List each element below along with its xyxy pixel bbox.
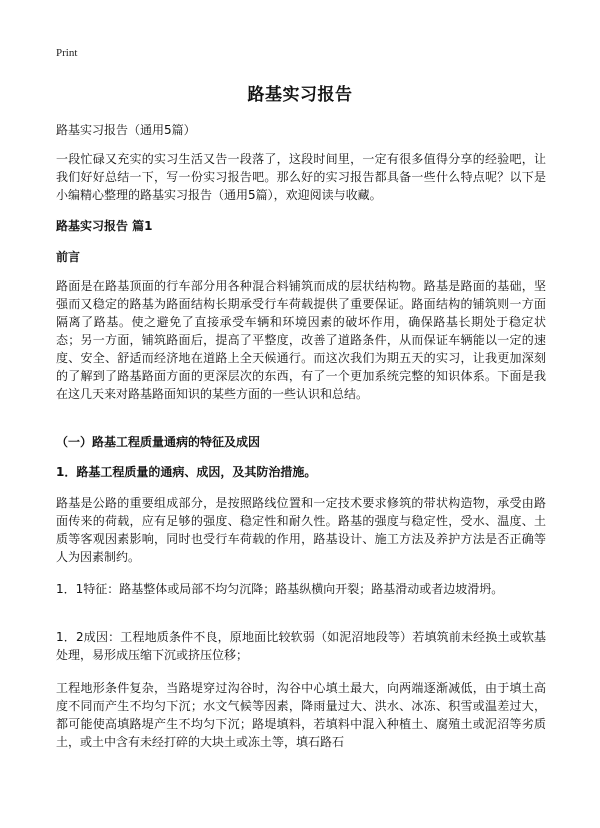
body-paragraph-1: 路基是公路的重要组成部分，是按照路线位置和一定技术要求修筑的带状构造物，承受由路面传来的荷载，应有足够的强度、稳定性和耐久性。路基的强度与稳定性，受水、温度、土质等客观因素影响，同时也受行车荷载的作用，路基设计、施工方法及养护方法是否正确等人为因素制约。 (56, 496, 546, 564)
part-heading: （一）路基工程质量通病的特征及成因 (56, 435, 261, 449)
section-title: 路基实习报告 篇1 (56, 219, 153, 233)
preface-heading: 前言 (56, 250, 81, 264)
body-paragraph-2: 1．1特征：路基整体或局部不均匀沉降；路基纵横向开裂；路基滑动或者边坡滑坍。 (56, 582, 504, 596)
sub-heading: 1．路基工程质量的通病、成因，及其防治措施。 (56, 465, 317, 479)
document-title: 路基实习报告 (247, 85, 353, 105)
print-link[interactable]: Print (56, 47, 78, 59)
preface-paragraph: 路面是在路基顶面的行车部分用各种混合料铺筑而成的层状结构物。路基是路面的基础，坚强而又稳定的路基为路面结构长期承受行车荷载提供了重要保证。路面结构的铺筑则一方面隔离了路基。使之避免了直接承受车辆和环境因素的破坏作用，确保路基长期处于稳定状态；另一方面，铺筑路面后，提高了平整度，改善了道路条件，从而保证车辆能以一定的速度、安全、舒适而经济地在道路上全天候通行。而这次我们为期五天的实习，让我更加深刻的了解到了路基路面方面的更深层次的东西，有了一个更加系统完整的知识体系。下面是我在这几天来对路基路面知识的某些方面的一些认识和总结。 (56, 279, 546, 401)
body-paragraph-4: 工程地形条件复杂，当路堤穿过沟谷时，沟谷中心填土最大，向两端逐渐减低，由于填土高度不同而产生不均匀下沉；水文气候等因素，降雨量过大、洪水、冰冻、积雪或温差过大，都可能使高填路堤产生不均匀下沉；路堤填料，若填料中混入种植土、腐殖土或泥沼等劣质土，或土中含有未经打碎的大块土或冻土等，填石路石 (56, 681, 546, 749)
body-paragraph-3: 1．2成因：工程地质条件不良，原地面比较软弱（如泥沼地段等）若填筑前未经换土或软基处理，易形成压缩下沉或挤压位移； (56, 630, 546, 662)
intro-paragraph: 一段忙碌又充实的实习生活又告一段落了，这段时间里，一定有很多值得分享的经验吧，让我们好好总结一下，写一份实习报告吧。那么好的实习报告都具备一些什么特点呢？以下是小编精心整理的路基实习报告（通用5篇），欢迎阅读与收藏。 (56, 152, 546, 202)
document-subtitle: 路基实习报告（通用5篇） (56, 123, 196, 137)
